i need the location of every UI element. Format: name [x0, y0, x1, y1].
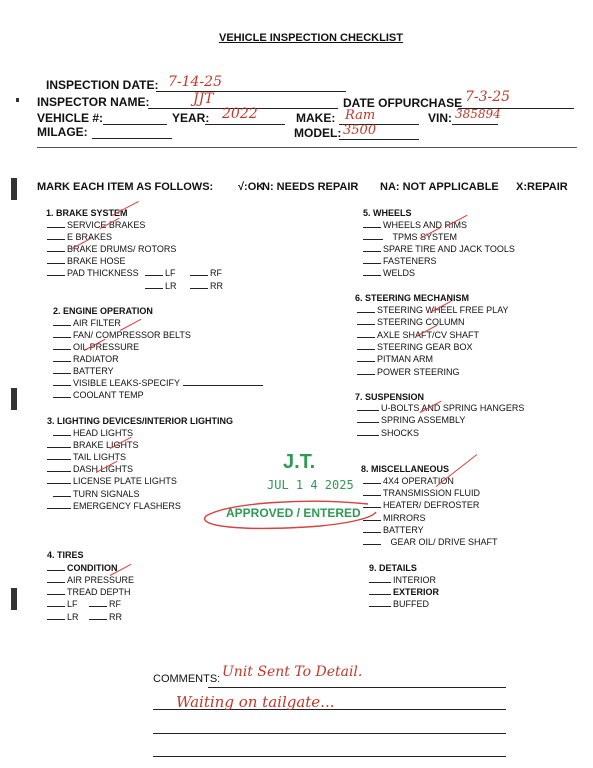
suspension-item[interactable]: U-BOLTS AND SPRING HANGERS	[357, 403, 524, 413]
tires-item[interactable]: AIR PRESSURE	[47, 575, 134, 585]
steering-item[interactable]: AXLE SHAFT/CV SHAFT	[357, 330, 479, 340]
scan-mark	[11, 388, 17, 410]
model-label: MODEL:	[294, 126, 342, 140]
inspector-name-label: INSPECTOR NAME:	[37, 95, 150, 109]
legend-repair: X:REPAIR	[516, 181, 568, 193]
tires-lr[interactable]: LR	[47, 612, 79, 622]
engine-item[interactable]: OIL PRESSURE	[53, 342, 139, 352]
lighting-item[interactable]: TURN SIGNALS	[53, 489, 140, 499]
year-value: 2022	[222, 106, 258, 122]
lighting-item[interactable]: HEAD LIGHTS	[53, 428, 133, 438]
engine-item[interactable]: RADIATOR	[53, 354, 119, 364]
stamp-initials: J.T.	[283, 451, 316, 473]
stamp-date: JUL 1 4 2025	[267, 478, 354, 492]
wheels-item[interactable]: FASTENERS	[363, 256, 437, 266]
wheels-item[interactable]: WELDS	[363, 268, 415, 278]
brake-section-title: 1. BRAKE SYSTEM	[46, 208, 128, 218]
date-of-purchase-value: 7-3-25	[465, 89, 511, 105]
details-exterior[interactable]: EXTERIOR	[369, 587, 439, 597]
comments-line[interactable]	[153, 756, 506, 757]
scan-mark	[11, 588, 17, 610]
details-interior[interactable]: INTERIOR	[369, 575, 436, 585]
milage-line[interactable]	[92, 138, 172, 139]
lighting-section-title: 3. LIGHTING DEVICES/INTERIOR LIGHTING	[47, 416, 234, 426]
vin-line[interactable]	[452, 124, 498, 125]
steering-section-title: 6. STEERING MECHANISM	[355, 293, 470, 303]
suspension-item[interactable]: SPRING ASSEMBLY	[357, 415, 465, 425]
lighting-item[interactable]: BRAKE LIGHTS	[47, 440, 139, 450]
engine-item[interactable]: COOLANT TEMP	[53, 390, 144, 400]
lighting-item[interactable]: LICENSE PLATE LIGHTS	[47, 476, 177, 486]
misc-item[interactable]: GEAR OIL/ DRIVE SHAFT	[363, 537, 498, 547]
wheels-item[interactable]: WHEELS AND RIMS	[363, 220, 467, 230]
brake-rf[interactable]: RF	[190, 268, 222, 278]
tires-item[interactable]: TREAD DEPTH	[47, 587, 131, 597]
header-divider	[37, 147, 577, 148]
steering-item[interactable]: PITMAN ARM	[357, 354, 433, 364]
suspension-section-title: 7. SUSPENSION	[355, 392, 425, 402]
comments-line2: Waiting on tailgate...	[176, 693, 335, 711]
engine-item[interactable]: VISIBLE LEAKS-SPECIFY	[53, 378, 265, 388]
brake-item[interactable]: E BRAKES	[47, 232, 112, 242]
inspection-date-line[interactable]	[156, 91, 346, 92]
legend-na: NA: NOT APPLICABLE	[380, 181, 499, 193]
steering-item[interactable]: STEERING GEAR BOX	[357, 342, 473, 352]
steering-item[interactable]: STEERING COLUMN	[357, 317, 465, 327]
misc-item[interactable]: HEATER/ DEFROSTER	[363, 500, 479, 510]
comments-line1: Unit Sent To Detail.	[222, 664, 363, 680]
brake-item[interactable]: PAD THICKNESS	[47, 268, 139, 278]
brake-item[interactable]: SERVICE BRAKES	[47, 220, 145, 230]
misc-item[interactable]: MIRRORS	[363, 513, 426, 523]
misc-item[interactable]: TRANSMISSION FLUID	[363, 488, 480, 498]
engine-item[interactable]: FAN/ COMPRESSOR BELTS	[53, 330, 191, 340]
comments-line[interactable]	[208, 687, 506, 688]
date-of-purchase-label: DATE OFPURCHASE	[343, 96, 463, 110]
steering-item[interactable]: STEERING WHEEL FREE PLAY	[357, 305, 509, 315]
inspection-date-value: 7-14-25	[168, 74, 222, 90]
vehicle-number-line[interactable]	[103, 124, 167, 125]
legend-ok: √:OK	[238, 181, 265, 193]
wheels-section-title: 5. WHEELS	[363, 208, 412, 218]
model-value: 3500	[343, 123, 377, 138]
vin-label: VIN:	[428, 111, 452, 125]
tires-condition[interactable]: CONDITION	[47, 563, 118, 573]
engine-item[interactable]: AIR FILTER	[53, 318, 121, 328]
brake-lf[interactable]: LF	[145, 268, 176, 278]
engine-section-title: 2. ENGINE OPERATION	[53, 306, 153, 316]
comments-label: COMMENTS:	[153, 673, 221, 685]
milage-label: MILAGE:	[37, 125, 88, 139]
inspection-date-label: INSPECTION DATE:	[46, 78, 159, 92]
comments-line[interactable]	[153, 733, 506, 734]
steering-item[interactable]: POWER STEERING	[357, 367, 460, 377]
year-label: YEAR:	[172, 111, 210, 125]
tires-rf[interactable]: RF	[89, 599, 121, 609]
suspension-item[interactable]: SHOCKS	[357, 428, 419, 438]
make-label: MAKE:	[296, 111, 336, 125]
lighting-item[interactable]: EMERGENCY FLASHERS	[47, 501, 181, 511]
inspector-name-value: JJT	[193, 91, 214, 107]
tires-section-title: 4. TIRES	[47, 550, 84, 560]
brake-item[interactable]: BRAKE HOSE	[47, 256, 126, 266]
wheels-item[interactable]: TPMS SYSTEM	[363, 232, 457, 242]
misc-item[interactable]: 4X4 OPERATION	[363, 476, 454, 486]
vin-value: 385894	[455, 107, 501, 121]
legend-intro: MARK EACH ITEM AS FOLLOWS:	[37, 181, 214, 193]
misc-section-title: 8. MISCELLANEOUS	[361, 464, 450, 474]
scan-mark	[11, 178, 17, 200]
brake-rr[interactable]: RR	[190, 281, 223, 291]
tires-lf[interactable]: LF	[47, 599, 78, 609]
wheels-item[interactable]: SPARE TIRE AND JACK TOOLS	[363, 244, 515, 254]
lighting-item[interactable]: TAIL LIGHTS	[47, 452, 126, 462]
vehicle-number-label: VEHICLE #:	[37, 111, 104, 125]
details-section-title: 9. DETAILS	[369, 563, 417, 573]
stamp-approved: APPROVED / ENTERED	[226, 506, 361, 520]
misc-item[interactable]: BATTERY	[363, 525, 424, 535]
legend-needs-repair: N: NEEDS REPAIR	[262, 181, 359, 193]
form-title: VEHICLE INSPECTION CHECKLIST	[219, 32, 403, 44]
tires-rr[interactable]: RR	[89, 612, 122, 622]
brake-lr[interactable]: LR	[145, 281, 177, 291]
lighting-item[interactable]: DASH LIGHTS	[47, 464, 133, 474]
year-line[interactable]	[205, 124, 285, 125]
stamp-approved-circle	[200, 496, 380, 536]
details-buffed[interactable]: BUFFED	[369, 599, 429, 609]
model-line[interactable]	[339, 139, 419, 140]
scan-mark	[16, 98, 19, 102]
make-value: Ram	[345, 108, 376, 123]
brake-item[interactable]: BRAKE DRUMS/ ROTORS	[47, 244, 176, 254]
engine-item[interactable]: BATTERY	[53, 366, 114, 376]
